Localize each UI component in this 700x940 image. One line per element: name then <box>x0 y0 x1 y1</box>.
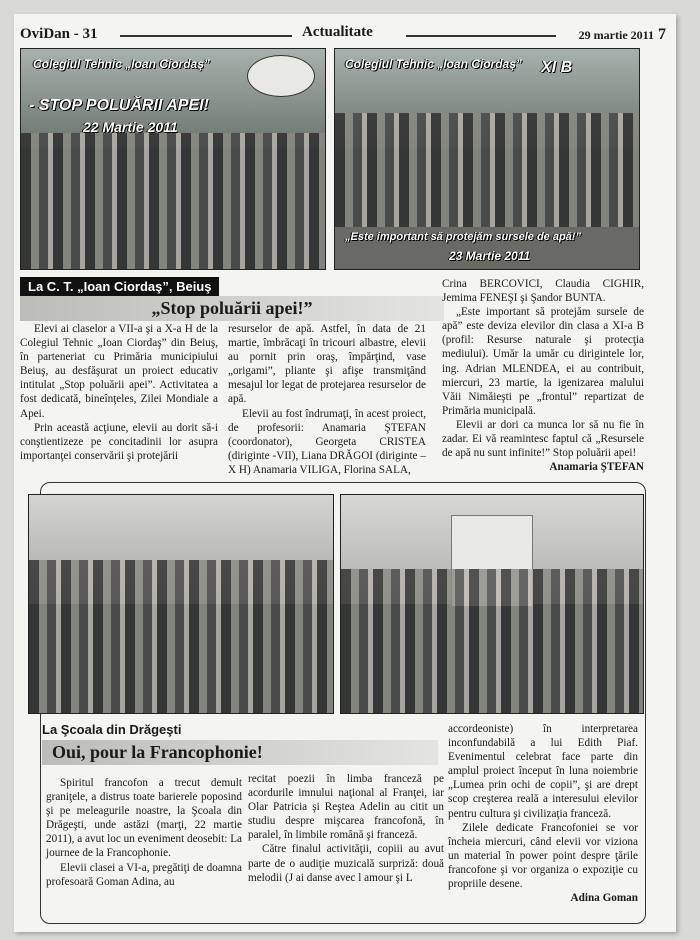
newspaper-page <box>14 14 676 932</box>
section-name: Actualitate <box>302 24 373 40</box>
article2-col1: Spiritul francofon a trecut demult graniţele, a distrus toate barierele poposind şi pe meleagurile noastre, la Şcoala din Drăgeşti, unde astăzi (marţi, 22 martie 2011), a avut loc un eveniment deosebit: La journee de la Francophonie. Elevii clasei a VI-a, pregătiţi de doamna profesoară Goman Adina, au <box>46 777 242 888</box>
header-rule-right <box>406 35 556 37</box>
page-number: 7 <box>658 26 666 43</box>
page-header <box>20 24 666 46</box>
issue-date: 29 martie 2011 7 <box>578 26 666 43</box>
photo-stop-pollution: Colegiul Tehnic „Ioan Ciordaş” - STOP POLUĂRII APEI! 22 Martie 2011 <box>20 48 326 270</box>
article2-author: Adina Goman <box>570 892 638 905</box>
photo-francophonie-left <box>28 494 334 714</box>
article1-title: „Stop poluării apei!” <box>20 296 444 321</box>
article1-col2: resurselor de apă. Astfel, în data de 21 martie, îmbrăcaţi în tricouri albastre, elevii au pornit prin oraş, împărţind, vase „origami”, pliante şi afişe transmiţând mesajul lor legat de protejarea resurselor de apă. Elevii au fost îndrumaţi, în acest proiect, de profesorii: Anamaria ŞTEFAN (coordonator), Georgeta CRISTEA (diriginte -VII), Liana DRĂGOI (diriginte –X H) Anamaria VILIGA, Florina SALA, <box>228 323 426 476</box>
photo-class-xi-b: Colegiul Tehnic „Ioan Ciordaş” XI B „Este important să protejăm sursele de apă!” 23 Martie 2011 <box>334 48 640 270</box>
article1-kicker: La C. T. „Ioan Ciordaş”, Beiuş <box>20 277 219 296</box>
article2-kicker: La Şcoala din Drăgeşti <box>42 722 182 737</box>
header-rule-left <box>120 35 292 37</box>
photo-francophonie-right <box>340 494 644 714</box>
article2-col2: recitat poezii în limba franceză pe acordurile imnului naţional al Franţei, iar Olar Patricia şi Reştea Adelin au citit un studiu despre mişcarea francofonă, în paralel, în limbile română şi franceză. Către finalul activităţii, copiii au avut parte de o audiţie muzicală surpriză: două melodii (J ai danse avec l amour şi L <box>248 773 444 884</box>
article1-col3: Crina BERCOVICI, Claudia CIGHIR, Jemima FENEŞI şi Şandor BUNTA. „Este important să protejăm sursele de apă” este deviza elevilor din clasa a XI-a B (profil: Resurse naturale şi protecţia mediului). Umăr la umăr cu dirigintele lor, ing. Adrian MLENDEA, ei au contribuit, miercuri, 23 martie, la igenizarea malului Văii Nimăieşti pe „frontul” repartizat de Primăria municipală. Elevii ar dori ca munca lor să nu fie în zadar. Ei vă reamintesc faptul că „Resursele de apă nu sunt infinite!” Stop poluării apei! Anamaria ŞTEFAN <box>442 278 644 474</box>
article2-title: Oui, pour la Francophonie! <box>42 740 438 765</box>
article1-author: Anamaria ŞTEFAN <box>549 461 644 474</box>
event-logo <box>247 55 315 97</box>
article2-col3: accordeoniste) în interpretarea inconfundabilă a lui Edith Piaf. Evenimentul celebrat face parte din amplul proiect început în luna noiembrie „Lumea prin ochi de copii”, şi are drept scop creşterea reală a interesului elevilor pentru cultura şi civilizaţia franceză. Zilele dedicate Francofoniei se vor încheia miercuri, când elevii vor viziona un material în power point despre ţările francofone şi vor organiza o expoziţie cu propriile desene. Adina Goman <box>448 723 638 905</box>
article1-col1: Elevi ai claselor a VII-a şi a X-a H de la Colegiul Tehnic „Ioan Ciordaş” din Beiuş, în parteneriat cu Primăria municipiului Beiuş, au desfăşurat un proiect educativ intitulat „Stop poluării apei”. Activitatea a fost dedicată, bineînţeles, Zilei Mondiale a Apei. Prin această acţiune, elevii au dorit să-i conştientizeze pe concitadinii lor asupra importanţei conservării şi protejării <box>20 323 218 462</box>
publication-name: OviDan - 31 <box>20 26 98 42</box>
